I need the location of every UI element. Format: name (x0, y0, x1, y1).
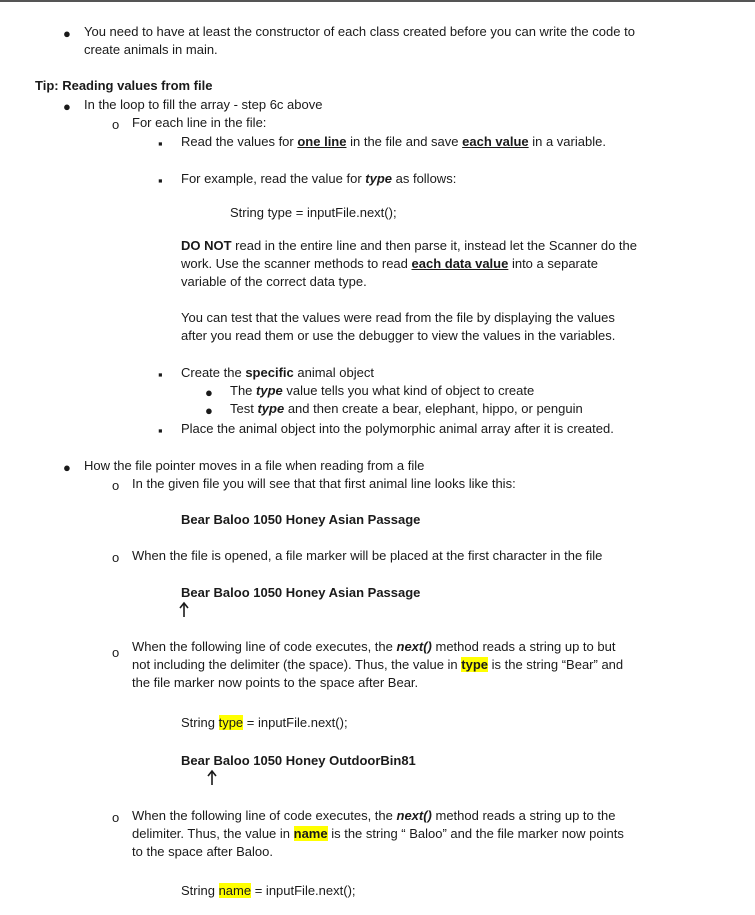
bullet-disc: ● (205, 403, 213, 418)
bullet-circle: o (112, 478, 120, 493)
bullet-disc: ● (63, 99, 71, 114)
test-line-1: You can test that the values were read from the file by displaying the values (181, 310, 615, 325)
top-rule (0, 0, 755, 2)
read-values-item: Read the values for one line in the file and save each value in a variable. (181, 134, 606, 149)
exec1-line-2: not including the delimiter (the space). Thus, the value in type is the string “Bear” and (132, 657, 624, 672)
donot-line-3: variable of the correct data type. (181, 274, 367, 289)
exec1-line-3: the file marker now points to the space after Bear. (132, 675, 419, 690)
example-item: For example, read the value for type as follows: (181, 171, 457, 186)
code-line-type: String type = inputFile.next(); (230, 205, 397, 220)
sample-line-1: Bear Baloo 1050 Honey Asian Passage (181, 512, 421, 527)
sample-line-2: Bear Baloo 1050 Honey Asian Passage (181, 585, 421, 600)
donot-line-2: work. Use the scanner methods to read each data value into a separate (181, 256, 598, 271)
code-line-name-highlight: String name = inputFile.next(); (181, 883, 356, 898)
tip-heading: Tip: Reading values from file (35, 78, 213, 93)
bullet-disc: ● (63, 460, 71, 475)
type-tells-item: The type value tells you what kind of object to create (230, 383, 535, 398)
bullet-square: ▪ (158, 173, 163, 188)
create-item: Create the specific animal object (181, 365, 374, 380)
sample-line-3: Bear Baloo 1050 Honey OutdoorBin81 (181, 753, 416, 768)
given-item: In the given file you will see that that first animal line looks like this: (132, 476, 516, 491)
loop-item: In the loop to fill the array - step 6c above (84, 97, 323, 112)
intro-line-1: You need to have at least the constructor of each class created before you can write the code to (84, 24, 635, 39)
opened-item: When the file is opened, a file marker will be placed at the first character in the file (132, 548, 603, 563)
test-line-2: after you read them or use the debugger to view the values in the variables. (181, 328, 616, 343)
pointer-heading: How the file pointer moves in a file when reading from a file (84, 458, 425, 473)
bullet-circle: o (112, 810, 120, 825)
intro-line-2: create animals in main. (84, 42, 218, 57)
bullet-square: ▪ (158, 367, 163, 382)
bullet-circle: o (112, 550, 120, 565)
bullet-circle: o (112, 645, 120, 660)
place-item: Place the animal object into the polymorphic animal array after it is created. (181, 421, 614, 436)
exec2-line-3: to the space after Baloo. (132, 844, 273, 859)
bullet-circle: o (112, 117, 120, 132)
bullet-square: ▪ (158, 136, 163, 151)
exec1-line-1: When the following line of code executes, the next() method reads a string up to but (132, 639, 616, 654)
exec2-line-1: When the following line of code executes, the next() method reads a string up to the (132, 808, 616, 823)
for-each-item: For each line in the file: (132, 115, 267, 130)
exec2-line-2: delimiter. Thus, the value in name is the string “ Baloo” and the file marker now points (132, 826, 624, 841)
file-marker-arrow-icon (206, 769, 218, 785)
donot-line-1: DO NOT read in the entire line and then parse it, instead let the Scanner do the (181, 238, 637, 253)
code-line-type-highlight: String type = inputFile.next(); (181, 715, 348, 730)
test-type-item: Test type and then create a bear, elephant, hippo, or penguin (230, 401, 583, 416)
bullet-disc: ● (205, 385, 213, 400)
bullet-square: ▪ (158, 423, 163, 438)
bullet-disc: ● (63, 26, 71, 41)
file-marker-arrow-icon (178, 601, 190, 617)
